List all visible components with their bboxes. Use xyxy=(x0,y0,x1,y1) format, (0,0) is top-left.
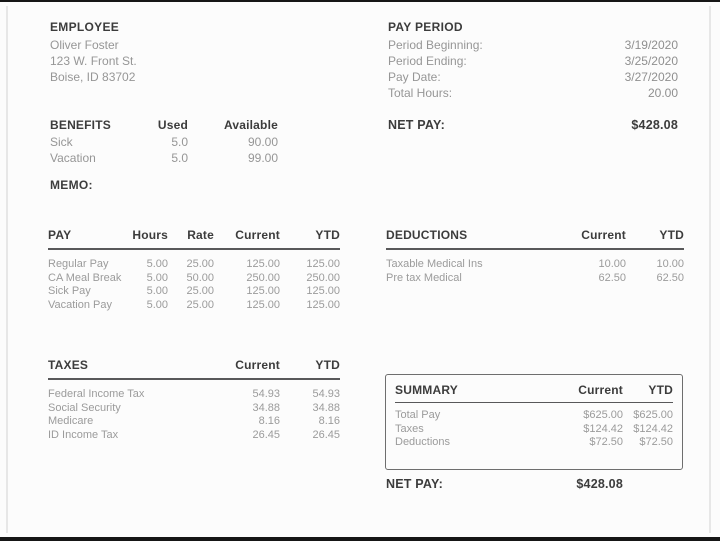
taxes-header-row xyxy=(48,358,340,380)
benefits-col-available: Available xyxy=(223,118,278,132)
taxes-heading: TAXES xyxy=(48,358,89,372)
benefit-label: Sick xyxy=(50,135,73,149)
deduction-ytd: 10.00 xyxy=(656,258,684,270)
pay-row-rate: 25.00 xyxy=(186,285,214,297)
pay-table-header-row xyxy=(48,228,340,250)
net-pay-top-value: $428.08 xyxy=(631,118,678,132)
pay-period-heading: PAY PERIOD xyxy=(388,20,463,34)
summary-label: Deductions xyxy=(395,436,451,448)
deduction-ytd: 62.50 xyxy=(656,271,684,284)
tax-row xyxy=(48,415,340,429)
deduction-label: Taxable Medical Ins xyxy=(386,258,483,270)
summary-label: Taxes xyxy=(395,422,424,435)
pay-row-hours: 5.00 xyxy=(146,298,168,311)
benefit-used: 5.0 xyxy=(171,135,188,149)
pay-row xyxy=(48,272,340,286)
pay-col-current: Current xyxy=(235,228,280,242)
photo-edge-top xyxy=(0,0,720,2)
pay-col-rate: Rate xyxy=(187,228,214,242)
benefits-col-used: Used xyxy=(157,118,188,132)
summary-col-ytd: YTD xyxy=(648,383,673,397)
deductions-col-current: Current xyxy=(581,228,626,242)
tax-label: Federal Income Tax xyxy=(48,388,145,400)
pay-period-row xyxy=(388,85,678,101)
summary-current: $124.42 xyxy=(583,422,623,435)
pay-period-label: Pay Date: xyxy=(388,70,441,84)
pay-period-value: 3/27/2020 xyxy=(624,70,678,84)
summary-header-row xyxy=(395,383,673,403)
memo-label: MEMO: xyxy=(50,178,93,192)
pay-period-label: Period Beginning: xyxy=(388,38,483,52)
benefits-heading: BENEFITS xyxy=(50,118,111,132)
pay-table xyxy=(48,228,340,312)
photo-edge-right xyxy=(709,6,711,533)
tax-ytd: 54.93 xyxy=(312,388,340,400)
pay-row xyxy=(48,285,340,299)
pay-period-row xyxy=(388,37,678,53)
pay-col-hours: Hours xyxy=(132,228,168,242)
pay-period-value: 3/19/2020 xyxy=(624,38,678,52)
summary-current: $625.00 xyxy=(583,409,623,421)
pay-row-rate: 50.00 xyxy=(186,271,214,284)
tax-current: 34.88 xyxy=(252,401,280,414)
benefits-row xyxy=(50,150,278,166)
net-pay-bottom-value: $428.08 xyxy=(576,477,623,491)
pay-row-label: Regular Pay xyxy=(48,258,109,270)
deduction-row xyxy=(386,258,684,272)
tax-current: 54.93 xyxy=(252,388,280,400)
pay-period-row xyxy=(388,53,678,69)
employee-section xyxy=(50,20,340,85)
tax-ytd: 26.45 xyxy=(312,428,340,441)
employee-name: Oliver Foster xyxy=(50,38,119,52)
pay-period-section xyxy=(388,20,678,101)
summary-row xyxy=(395,436,673,450)
tax-row xyxy=(48,388,340,402)
pay-row-label: Vacation Pay xyxy=(48,298,113,311)
benefits-header-row xyxy=(50,118,278,132)
benefits-row xyxy=(50,134,278,150)
taxes-col-current: Current xyxy=(235,358,280,372)
pay-period-value: 3/25/2020 xyxy=(624,54,678,68)
employee-heading: EMPLOYEE xyxy=(50,20,120,34)
pay-period-label: Total Hours: xyxy=(388,86,453,100)
pay-row-label: Sick Pay xyxy=(48,285,91,297)
summary-row xyxy=(395,423,673,437)
pay-row-current: 250.00 xyxy=(246,271,280,284)
pay-period-label: Period Ending: xyxy=(388,54,467,68)
net-pay-top-row xyxy=(388,118,678,132)
taxes-table xyxy=(48,358,340,442)
deductions-heading: DEDUCTIONS xyxy=(386,228,468,242)
pay-row-current: 125.00 xyxy=(246,298,280,311)
summary-box xyxy=(385,374,683,470)
tax-label: Medicare xyxy=(48,415,94,427)
tax-current: 26.45 xyxy=(252,428,280,441)
summary-row xyxy=(395,409,673,423)
deductions-header-row xyxy=(386,228,684,250)
summary-label: Total Pay xyxy=(395,409,441,421)
benefits-section xyxy=(50,118,278,166)
deduction-label: Pre tax Medical xyxy=(386,271,462,284)
deduction-current: 62.50 xyxy=(598,271,626,284)
deductions-table xyxy=(386,228,684,285)
employee-address-line1: 123 W. Front St. xyxy=(50,54,137,68)
net-pay-top-label: NET PAY: xyxy=(388,118,445,132)
photo-edge-bottom xyxy=(0,537,720,541)
pay-row-current: 125.00 xyxy=(246,285,280,297)
pay-row-ytd: 125.00 xyxy=(306,258,340,270)
pay-col-ytd: YTD xyxy=(315,228,340,242)
pay-row-label: CA Meal Break xyxy=(48,271,122,284)
deductions-col-ytd: YTD xyxy=(659,228,684,242)
benefit-available: 90.00 xyxy=(247,135,278,149)
summary-ytd: $625.00 xyxy=(633,409,673,421)
summary-heading: SUMMARY xyxy=(395,383,458,397)
net-pay-bottom-row xyxy=(386,477,623,491)
photo-edge-left xyxy=(6,6,8,533)
benefit-used: 5.0 xyxy=(171,151,188,165)
tax-row xyxy=(48,402,340,416)
pay-row-current: 125.00 xyxy=(246,258,280,270)
employee-address-line2: Boise, ID 83702 xyxy=(50,70,136,84)
pay-row-rate: 25.00 xyxy=(186,298,214,311)
pay-row xyxy=(48,299,340,313)
summary-ytd: $72.50 xyxy=(639,436,673,448)
tax-ytd: 8.16 xyxy=(318,415,340,427)
pay-row-ytd: 250.00 xyxy=(306,271,340,284)
pay-row-ytd: 125.00 xyxy=(306,298,340,311)
pay-period-row xyxy=(388,69,678,85)
pay-row-ytd: 125.00 xyxy=(306,285,340,297)
pay-row-hours: 5.00 xyxy=(146,285,168,297)
summary-current: $72.50 xyxy=(589,436,623,448)
tax-ytd: 34.88 xyxy=(312,401,340,414)
tax-label: Social Security xyxy=(48,401,121,414)
pay-row xyxy=(48,258,340,272)
pay-table-heading: PAY xyxy=(48,228,72,242)
pay-row-rate: 25.00 xyxy=(186,258,214,270)
pay-row-hours: 5.00 xyxy=(146,271,168,284)
taxes-col-ytd: YTD xyxy=(315,358,340,372)
deduction-current: 10.00 xyxy=(598,258,626,270)
benefit-available: 99.00 xyxy=(247,151,278,165)
deduction-row xyxy=(386,272,684,286)
net-pay-bottom-label: NET PAY: xyxy=(386,477,443,491)
tax-label: ID Income Tax xyxy=(48,428,119,441)
summary-ytd: $124.42 xyxy=(633,422,673,435)
pay-row-hours: 5.00 xyxy=(146,258,168,270)
tax-current: 8.16 xyxy=(258,415,280,427)
pay-period-value: 20.00 xyxy=(647,86,678,100)
summary-col-current: Current xyxy=(578,383,623,397)
benefit-label: Vacation xyxy=(50,151,96,165)
tax-row xyxy=(48,429,340,443)
